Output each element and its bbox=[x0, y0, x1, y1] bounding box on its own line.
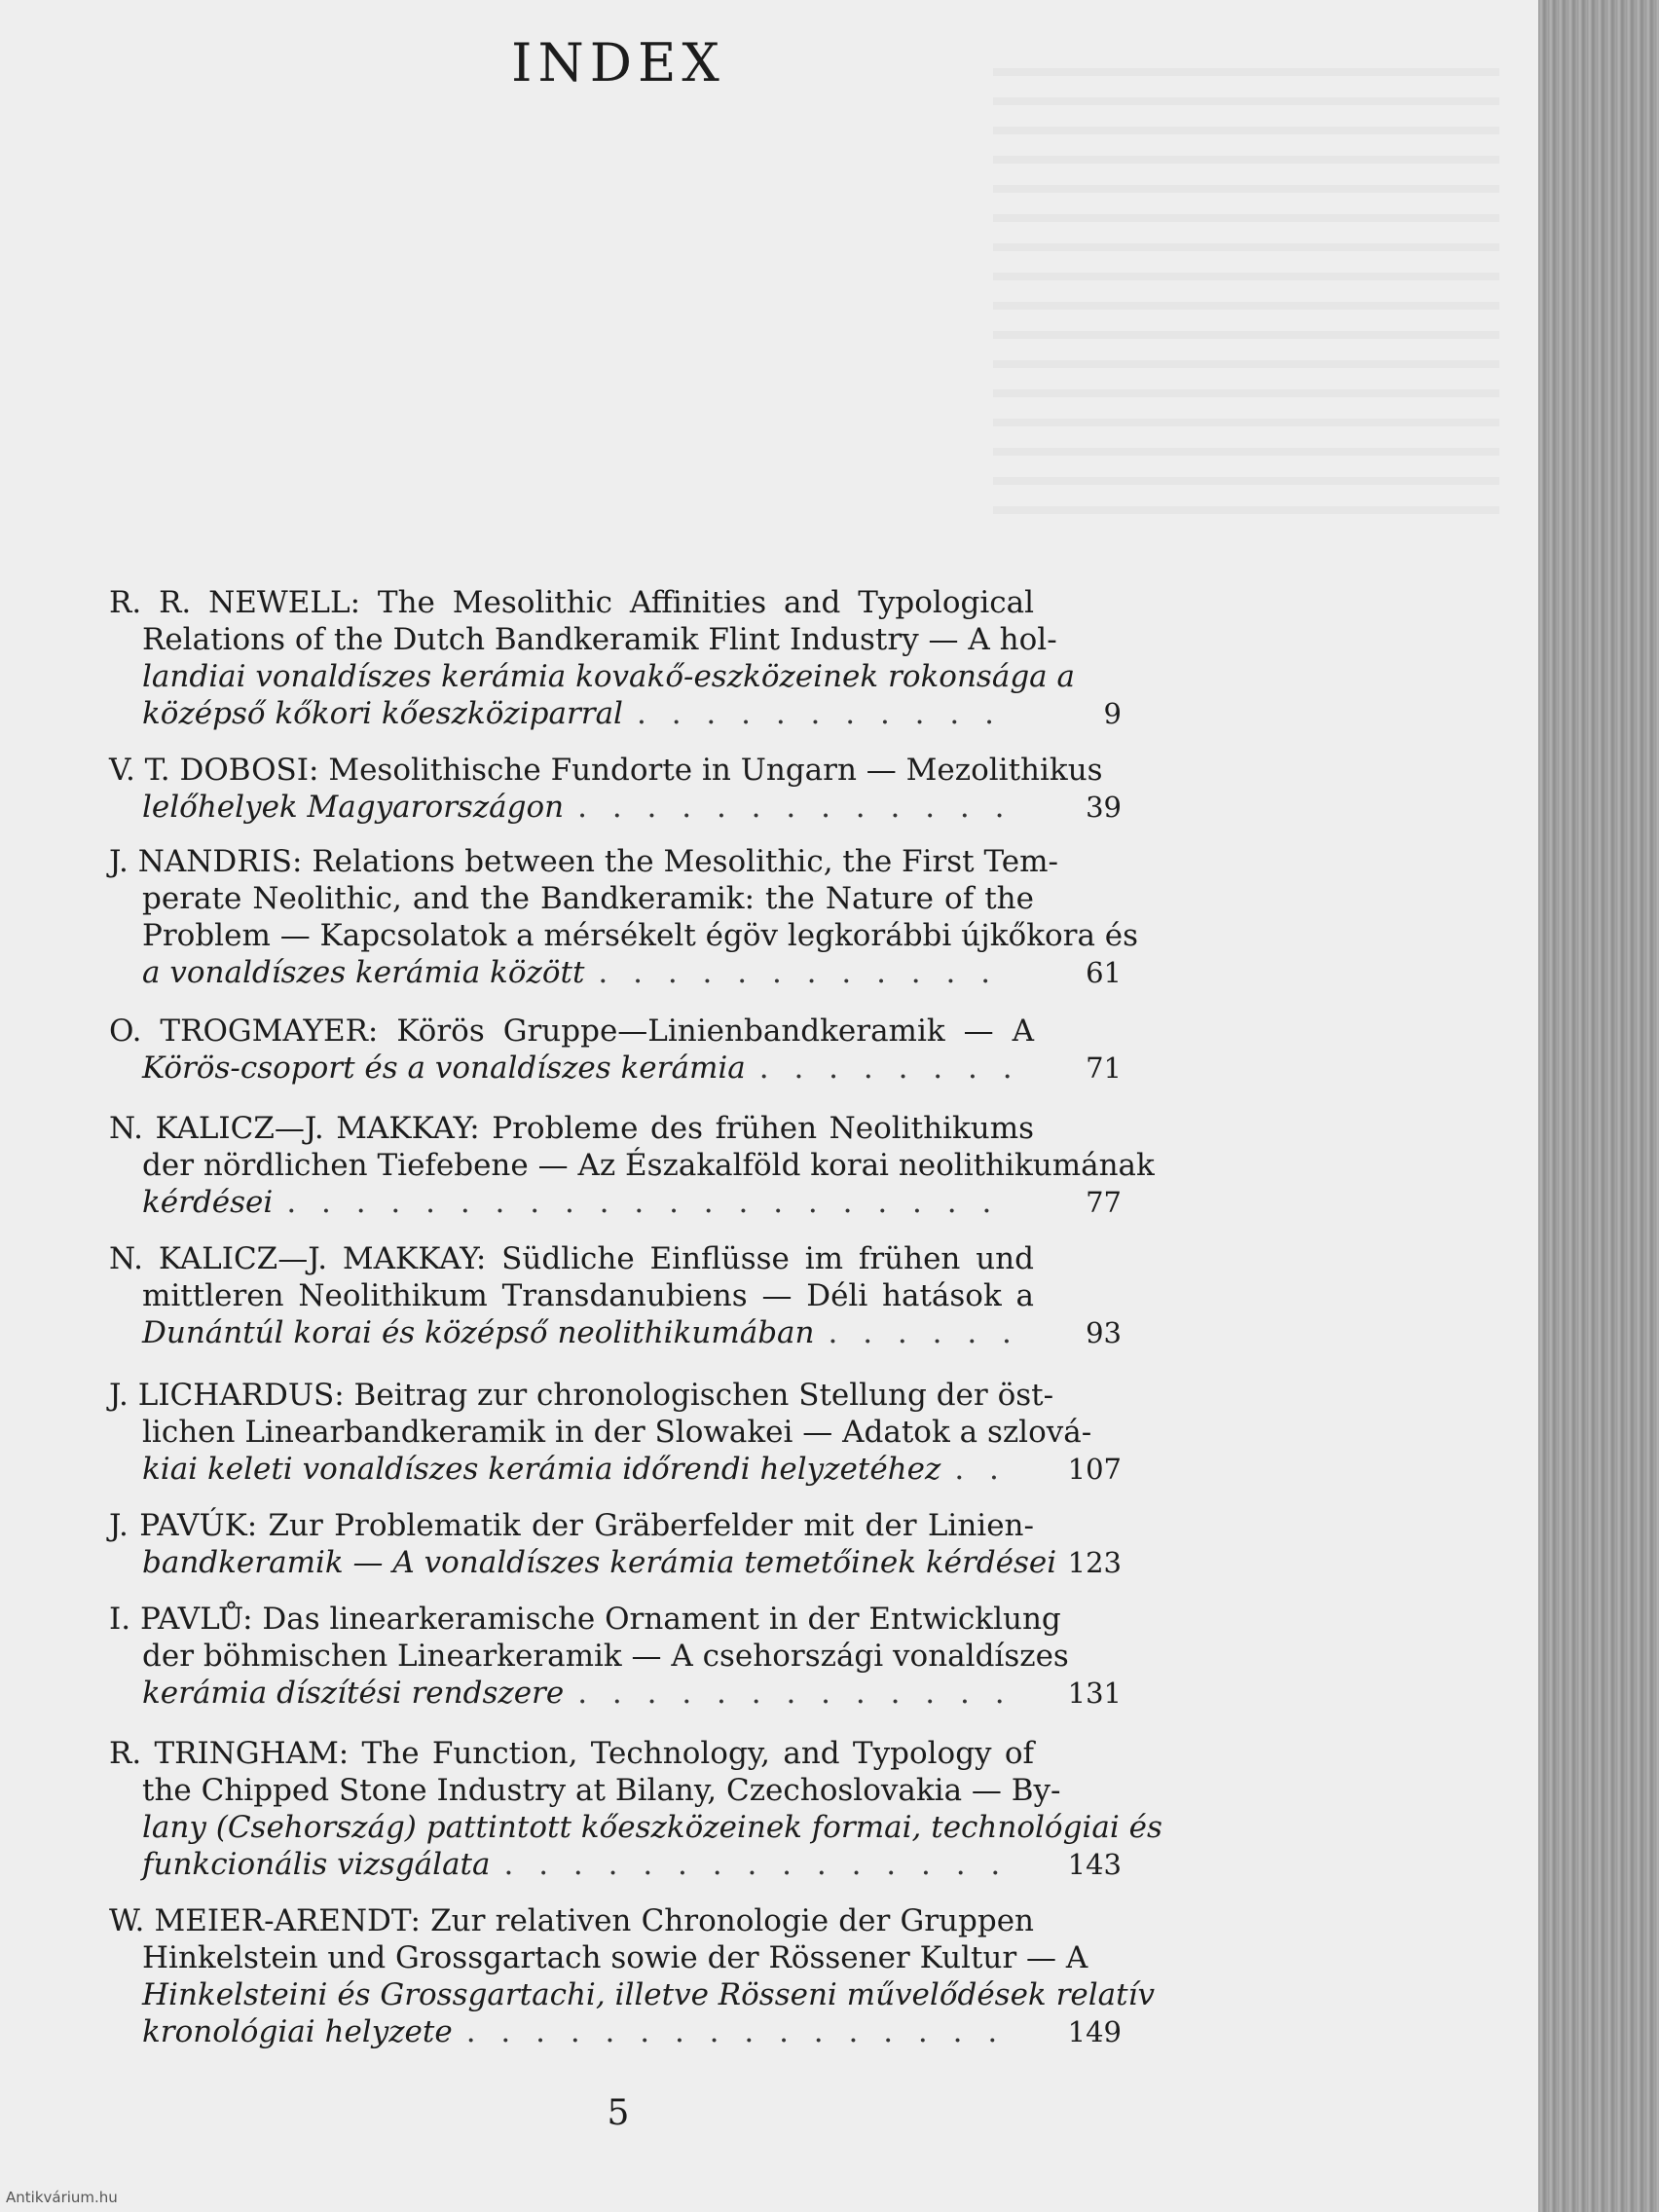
page-ref: 9 bbox=[1103, 697, 1122, 730]
entry-last-line: lelőhelyek Magyarországon . . . 39 bbox=[109, 789, 1122, 826]
entry-line: W. MEIER-ARENDT: Zur relativen Chronologie der Gruppen bbox=[109, 1903, 1034, 1938]
page-ref: 131 bbox=[1067, 1677, 1122, 1710]
toc-entry bbox=[109, 1601, 1122, 1712]
toc-entry bbox=[109, 1735, 1162, 1883]
page-ref: 107 bbox=[1067, 1453, 1122, 1486]
entry-line: der böhmischen Linearkeramik — A csehországi vonaldíszes bbox=[142, 1639, 1069, 1674]
entry-line: J. PAVÚK: Zur Problematik der Gräberfelder mit der Linien- bbox=[109, 1508, 1034, 1543]
toc-entry bbox=[109, 843, 1139, 991]
entry-last-line: Dunántúl korai és középső neolithikumában . . . 93 bbox=[109, 1314, 1122, 1351]
entry-line: perate Neolithic, and the Bandkeramik: the Nature of the bbox=[142, 881, 1034, 916]
entry-line: Hinkelsteini és Grossgartachi, illetve Rösseni művelődések relatív bbox=[142, 1977, 1156, 2012]
page-number: 5 bbox=[607, 2093, 630, 2133]
toc-entry bbox=[109, 1507, 1122, 1581]
entry-line: der nördlichen Tiefebene — Az Északalföld korai neolithikumának bbox=[142, 1148, 1155, 1183]
toc-entry bbox=[109, 1013, 1122, 1087]
toc-entry bbox=[109, 1240, 1122, 1351]
toc-entry bbox=[109, 752, 1122, 826]
entry-last-line: kronológiai helyzete . . . 149 bbox=[109, 2013, 1122, 2050]
entry-last-line: funkcionális vizsgálata . . . 143 bbox=[109, 1846, 1122, 1883]
entry-last-line: a vonaldíszes kerámia között . . . 61 bbox=[109, 954, 1122, 991]
entry-last-line: Körös-csoport és a vonaldíszes kerámia . . . 71 bbox=[109, 1050, 1122, 1087]
show-through-text bbox=[993, 68, 1499, 535]
page-ref: 93 bbox=[1086, 1316, 1122, 1349]
entry-line: O. TROGMAYER: Körös Gruppe—Linienbandkeramik — A bbox=[109, 1014, 1034, 1049]
toc-entry bbox=[109, 1110, 1155, 1221]
page-ref: 143 bbox=[1067, 1848, 1122, 1881]
entry-line: J. NANDRIS: Relations between the Mesolithic, the First Tem- bbox=[109, 844, 1058, 879]
entry-line: Relations of the Dutch Bandkeramik Flint Industry — A hol- bbox=[142, 622, 1057, 657]
page-ref: 149 bbox=[1067, 2015, 1122, 2048]
page-ref: 71 bbox=[1086, 1051, 1122, 1085]
entry-line: R. TRINGHAM: The Function, Technology, and Typology of bbox=[109, 1736, 1034, 1771]
entry-last-line: kiai keleti vonaldíszes kerámia időrendi helyzetéhez . . . 107 bbox=[109, 1451, 1122, 1488]
entry-line: N. KALICZ—J. MAKKAY: Südliche Einflüsse im frühen und bbox=[109, 1241, 1034, 1276]
entry-line: R. R. NEWELL: The Mesolithic Affinities and Typological bbox=[109, 585, 1034, 620]
toc-entry bbox=[109, 584, 1122, 732]
entry-line: Hinkelstein und Grossgartach sowie der Rössener Kultur — A bbox=[142, 1940, 1088, 1975]
page-ref: 61 bbox=[1086, 956, 1122, 989]
watermark: Antikvárium.hu bbox=[6, 2189, 118, 2206]
page-ref: 39 bbox=[1086, 791, 1122, 824]
entry-last-line: kérdései . . . 77 bbox=[109, 1184, 1122, 1221]
entry-line: landiai vonaldíszes kerámia kovakő-eszközeinek rokonsága a bbox=[142, 659, 1075, 694]
entry-line: J. LICHARDUS: Beitrag zur chronologischen Stellung der öst- bbox=[109, 1378, 1054, 1413]
book-edge bbox=[1538, 0, 1659, 2212]
entry-last-line: bandkeramik — A vonaldíszes kerámia temetőinek kérdései 123 bbox=[142, 1545, 1122, 1580]
entry-line: the Chipped Stone Industry at Bilany, Czechoslovakia — By- bbox=[142, 1773, 1061, 1808]
entry-line: lany (Csehország) pattintott kőeszközeinek formai, technológiai és bbox=[142, 1810, 1162, 1845]
page-ref: 77 bbox=[1086, 1186, 1122, 1219]
page-title: INDEX bbox=[511, 32, 725, 93]
entry-line: V. T. DOBOSI: Mesolithische Fundorte in Ungarn — Mezolithikus bbox=[109, 753, 1103, 788]
entry-last-line: kerámia díszítési rendszere . . . 131 bbox=[109, 1675, 1122, 1712]
entry-line: N. KALICZ—J. MAKKAY: Probleme des frühen Neolithikums bbox=[109, 1111, 1034, 1146]
page-ref: 123 bbox=[1067, 1546, 1122, 1579]
entry-line: Problem — Kapcsolatok a mérsékelt égöv legkorábbi újkőkora és bbox=[142, 918, 1139, 953]
toc-entry bbox=[109, 1902, 1156, 2050]
entry-last-line: középső kőkori kőeszköziparral . . . 9 bbox=[109, 695, 1122, 732]
entry-line: lichen Linearbandkeramik in der Slowakei — Adatok a szlová- bbox=[142, 1415, 1092, 1450]
toc-entry bbox=[109, 1377, 1122, 1488]
entry-line: I. PAVLŮ: Das linearkeramische Ornament in der Entwicklung bbox=[109, 1602, 1061, 1637]
entry-line: mittleren Neolithikum Transdanubiens — Déli hatások a bbox=[142, 1278, 1034, 1313]
